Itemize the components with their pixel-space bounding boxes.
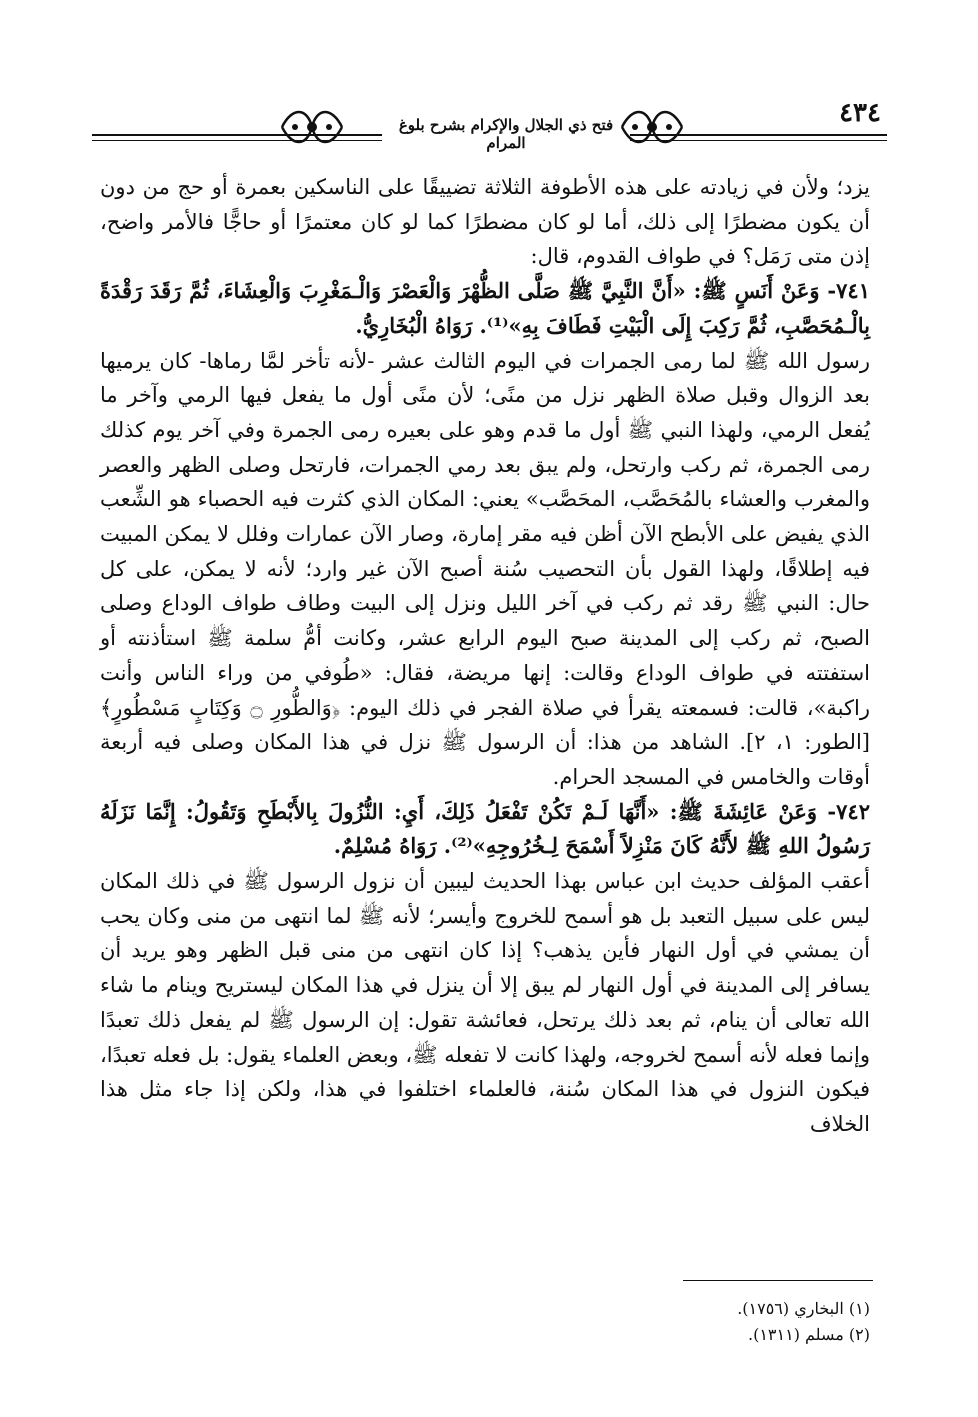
- footnote-2: (٢) مسلم (١٣١١).: [748, 1325, 870, 1344]
- page-header: [92, 96, 887, 156]
- main-text: [100, 170, 870, 1142]
- hadith-742: ٧٤٢- وَعَنْ عَائِشَةَ ﷺ: «أَنَّهَا لَـمْ تَكُنْ تَفْعَلُ ذَلِكَ، أَيِ: النُّزُولَ بِالأَبْطَحِ وَتَقُولُ: إِنَّمَا نَزَلَهُ رَسُولُ اللهِ ﷺ لأَنَّهُ كَانَ مَنْزِلاً أَسْمَحَ لِـخُرُوجِهِ»⁽²⁾. رَوَاهُ مُسْلِمٌ.: [100, 798, 870, 859]
- commentary-paragraph-2: أعقب المؤلف حديث ابن عباس بهذا الحديث ليبين أن نزول الرسول ﷺ في ذلك المكان ليس على سبيل التعبد بل هو أسمح للخروج وأيسر؛ لأنه ﷺ لما انتهى من منى وكان يحب أن يمشي في أول النهار فأين يذهب؟ إذا كان انتهى من منى قبل الظهر وهو يريد أن يسافر إلى المدينة في أول النهار لم يبق إلا أن ينزل في هذا المكان ليستريح وينام ما شاء الله تعالى أن ينام، ثم بعد ذلك يرتحل، فعائشة تقول: إن الرسول ﷺ لم يفعل ذلك تعبدًا وإنما فعله لأنه أسمح لخروجه، ولهذا كانت لا تفعله ﷺ، وبعض العلماء يقول: بل فعله تعبدًا، فيكون النزول في هذا المكان سُنة، فالعلماء اختلفوا في هذا، ولكن إذا جاء مثل هذا الخلاف: [100, 869, 870, 1136]
- running-title: فتح ذي الجلال والإكرام بشرح بلوغ المرام: [382, 116, 630, 152]
- paragraph: يزد؛ ولأن في زيادته على هذه الأطوفة الثلاثة تضييقًا على الناسكين بعمرة أو حج من دون أن يكون مضطرًا إلى ذلك، أما لو كان مضطرًا كما لو كان معتمرًا أو حاجًّا فالأمر واضح، إذن متى رَمَل؟ في طواف القدوم، قال:: [100, 175, 870, 269]
- page-number: ٤٣٤: [839, 98, 881, 128]
- hadith-741: ٧٤١- وَعَنْ أَنَسٍ ﷺ: «أَنَّ النَّبِيَّ ﷺ صَلَّى الظُّهْرَ وَالْعَصْرَ وَالْـمَغْرِبَ وَالْعِشَاءَ، ثُمَّ رَقَدَ رَقْدَةً بِالْـمُحَصَّبِ، ثُمَّ رَكِبَ إِلَى الْبَيْتِ فَطَافَ بِهِ»⁽¹⁾. رَوَاهُ الْبُخَارِيُّ.: [100, 278, 870, 338]
- right-ornament-icon: [617, 102, 687, 152]
- commentary-paragraph: رسول الله ﷺ لما رمى الجمرات في اليوم الثالث عشر -لأنه تأخر لمَّا رماها- كان يرميها بعد الزوال وقبل صلاة الظهر نزل من منًى؛ لأن منًى أول ما يفعل فيها الرمي وآخر ما يُفعل الرمي، ولهذا النبي ﷺ أول ما قدم وهو على بعيره رمى الجمرة وفي آخر يوم كذلك رمى الجمرة، ثم ركب وارتحل، ولم يبق بعد رمي الجمرات، فارتحل وصلى الظهر والعصر والمغرب والعشاء بالمُحَصَّب، المحَصَّب» يعني: المكان الذي كثرت فيه الحصباء هو الشِّعب الذي يفيض على الأبطح الآن أظن فيه مقر إمارة، وصار الآن عمارات وفلل لا يمكن المبيت فيه إطلاقًا، ولهذا القول بأن التحصيب سُنة أصبح الآن غير وارد؛ لأنه لا يمكن، على كل حال: النبي ﷺ رقد ثم ركب في آخر الليل ونزل إلى البيت وطاف طواف الوداع وصلى الصبح، ثم ركب إلى المدينة صبح اليوم الرابع عشر، وكانت أمُّ سلمة ﷺ استأذنته أو استفتته في طواف الوداع وقالت: إنها مريضة، فقال: «طُوفي من وراء الناس وأنت راكبة»، قالت: فسمعته يقرأ في صلاة الفجر في ذلك اليوم: ﴿وَالطُّورِ ۝ وَكِتَابٍ مَسْطُورٍ﴾ [الطور: ١، ٢]. الشاهد من هذا: أن الرسول ﷺ نزل في هذا المكان وصلى فيه أربعة أوقات والخامس في المسجد الحرام.: [100, 348, 870, 789]
- footnotes: [470, 1296, 870, 1348]
- footnote-divider: [683, 1280, 873, 1281]
- left-ornament-icon: [277, 102, 347, 152]
- footnote-1: (١) البخاري (١٧٥٦).: [737, 1299, 870, 1318]
